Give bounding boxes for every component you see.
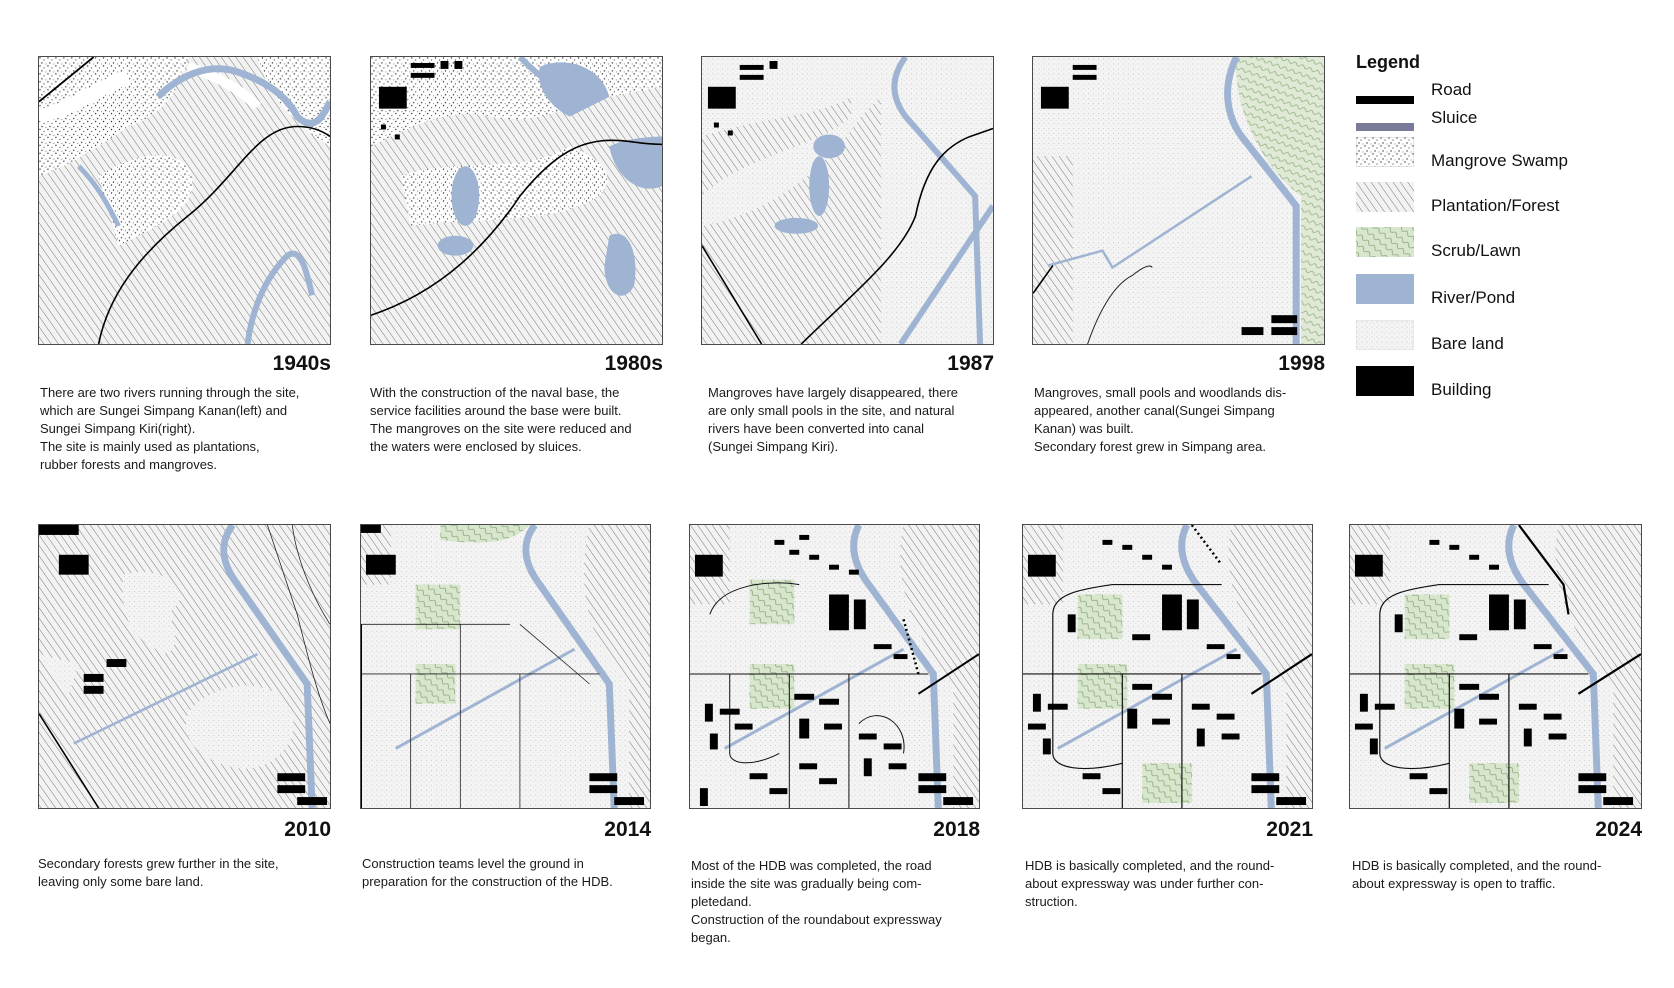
desc-line: Construction of the roundabout expressway [691, 912, 942, 927]
legend-label: Building [1431, 380, 1492, 399]
legend-label: Sluice [1431, 108, 1478, 127]
legend-label: Plantation/Forest [1431, 196, 1560, 215]
map-1998-graphic [1033, 57, 1324, 344]
bare-swatch [1356, 320, 1414, 350]
map-1980s-graphic [371, 57, 662, 344]
desc-line: Secondary forest grew in Simpang area. [1034, 439, 1266, 454]
map-2010-graphic [39, 525, 330, 808]
legend-label: Road [1431, 80, 1472, 99]
year-label: 2021 [1266, 818, 1313, 841]
desc-line: began. [691, 930, 731, 945]
map-2014 [360, 524, 651, 809]
panel-description [362, 855, 662, 891]
panel-description [1034, 384, 1334, 456]
desc-line: leaving only some bare land. [38, 874, 204, 889]
desc-line: inside the site was gradually being com- [691, 876, 922, 891]
desc-line: rubber forests and mangroves. [40, 457, 218, 472]
map-1980s [370, 56, 663, 345]
legend-item-scrub [1356, 227, 1656, 261]
desc-line: There are two rivers running through the site, [40, 385, 300, 400]
panel-description [1352, 857, 1652, 893]
panel-description [1025, 857, 1325, 911]
legend-item-mangrove [1356, 137, 1656, 171]
desc-line: Mangroves have largely disappeared, there [708, 385, 959, 400]
map-2024 [1349, 524, 1642, 809]
legend-item-bare [1356, 320, 1656, 354]
desc-line: HDB is basically completed, and the round- [1025, 858, 1275, 873]
mangrove-swatch [1356, 137, 1414, 167]
year-label: 1940s [272, 352, 331, 375]
year-label: 1998 [1278, 352, 1325, 375]
desc-line: struction. [1025, 894, 1078, 909]
desc-line: preparation for the construction of the HDB. [362, 874, 613, 889]
desc-line: Mangroves, small pools and woodlands dis- [1034, 385, 1287, 400]
desc-line: the waters were enclosed by sluices. [370, 439, 582, 454]
year-label: 2014 [604, 818, 651, 841]
map-1940s [38, 56, 331, 345]
map-1987-graphic [702, 57, 993, 344]
panel-description [708, 384, 1008, 456]
year-label: 2018 [933, 818, 980, 841]
desc-line: pletedand. [691, 894, 752, 909]
sluice-swatch [1356, 112, 1414, 124]
map-2021-graphic [1023, 525, 1312, 808]
desc-line: With the construction of the naval base, the [370, 385, 620, 400]
legend-item-river [1356, 274, 1656, 308]
panel-description [38, 855, 338, 891]
desc-line: The mangroves on the site were reduced and [370, 421, 632, 436]
desc-line: Sungei Simpang Kiri(right). [40, 421, 196, 436]
year-label: 2010 [284, 818, 331, 841]
year-label: 1987 [947, 352, 994, 375]
desc-line: HDB is basically completed, and the round- [1352, 858, 1602, 873]
panel-description [691, 857, 991, 947]
desc-line: appeared, another canal(Sungei Simpang [1034, 403, 1275, 418]
desc-line: about expressway is open to traffic. [1352, 876, 1556, 891]
map-2021 [1022, 524, 1313, 809]
legend-label: Bare land [1431, 334, 1504, 353]
map-2018-graphic [690, 525, 979, 808]
desc-line: rivers have been converted into canal [708, 421, 925, 436]
legend-label: Mangrove Swamp [1431, 151, 1569, 170]
year-label: 1980s [604, 352, 663, 375]
legend-item-plantation [1356, 182, 1656, 216]
map-2024-graphic [1350, 525, 1641, 808]
panel-description [370, 384, 670, 456]
desc-line: which are Sungei Simpang Kanan(left) and [40, 403, 288, 418]
panel-description [40, 384, 340, 474]
desc-line: The site is mainly used as plantations, [40, 439, 260, 454]
scrub-swatch [1356, 227, 1414, 257]
desc-line: (Sungei Simpang Kiri). [708, 439, 839, 454]
river-swatch [1356, 274, 1414, 304]
desc-line: Construction teams level the ground in [362, 856, 584, 871]
building-swatch [1356, 366, 1414, 396]
desc-line: are only small pools in the site, and natural [708, 403, 955, 418]
map-2014-graphic [361, 525, 650, 808]
map-1987 [701, 56, 994, 345]
road-swatch [1356, 85, 1414, 97]
legend-item-building [1356, 366, 1656, 400]
desc-line: Secondary forests grew further in the site, [38, 856, 279, 871]
legend-title: Legend [1356, 52, 1421, 72]
desc-line: service facilities around the base were built. [370, 403, 622, 418]
desc-line: Kanan) was built. [1034, 421, 1134, 436]
desc-line: about expressway was under further con- [1025, 876, 1264, 891]
plantation-swatch [1356, 182, 1414, 212]
desc-line: Most of the HDB was completed, the road [691, 858, 932, 873]
legend-label: River/Pond [1431, 288, 1516, 307]
legend-label: Scrub/Lawn [1431, 241, 1521, 260]
map-2018 [689, 524, 980, 809]
map-1940s-graphic [39, 57, 330, 344]
map-1998 [1032, 56, 1325, 345]
year-label: 2024 [1595, 818, 1642, 841]
map-2010 [38, 524, 331, 809]
